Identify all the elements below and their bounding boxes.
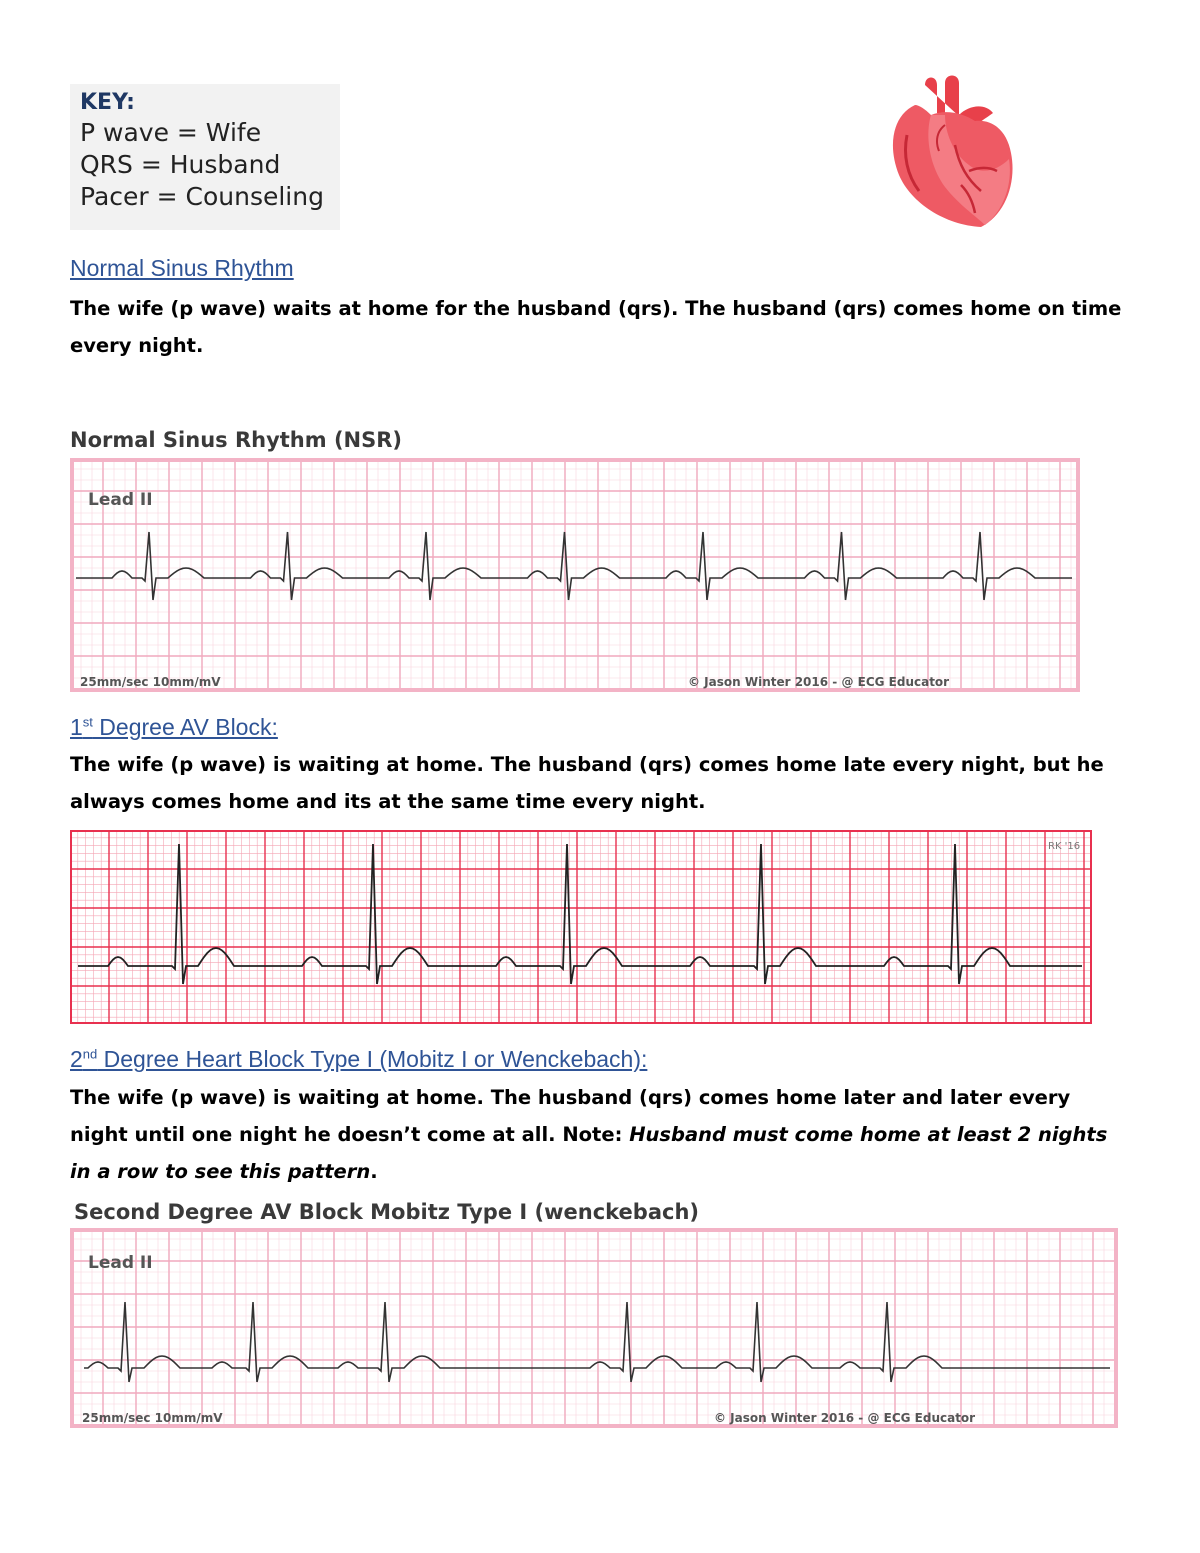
- heart-icon: [885, 75, 1020, 230]
- heading-sup: st: [82, 714, 93, 730]
- key-legend: [70, 84, 340, 230]
- key-line-p-wave: P wave = Wife: [80, 118, 262, 147]
- ecg-strip-first-degree: [70, 830, 1092, 1024]
- key-line-pacer: Pacer = Counseling: [80, 182, 324, 211]
- key-line-qrs: QRS = Husband: [80, 150, 281, 179]
- heading-sup: nd: [82, 1046, 98, 1062]
- paragraph-first-degree: The wife (p wave) is waiting at home. The husband (qrs) comes home late every night, but he always comes home and its at the same time every night.: [70, 753, 1104, 813]
- strip-title-nsr: Normal Sinus Rhythm (NSR): [70, 428, 403, 452]
- heading-first-degree-av-block: [70, 714, 278, 741]
- paragraph-italic: Husband must come home at least 2 nights in a row to see this pattern: [70, 1123, 1108, 1183]
- paragraph-plain: The wife (p wave) is waiting at home. The husband (qrs) comes home later and later every night until one night he doesn’t come at all. Note:: [70, 1086, 1071, 1146]
- strip-corner-label: RK '16: [1048, 841, 1081, 852]
- paragraph-nsr: The wife (p wave) waits at home for the husband (qrs). The husband (qrs) comes home on time every night.: [70, 297, 1122, 357]
- heading-second-degree-type-one: [70, 1046, 647, 1073]
- paragraph-end: .: [370, 1160, 378, 1183]
- heading-rest: Degree AV Block:: [92, 714, 278, 740]
- strip-footer-left-nsr: 25mm/sec 10mm/mV: [80, 675, 221, 689]
- strip-footer-left-wenckebach: 25mm/sec 10mm/mV: [82, 1411, 223, 1425]
- ecg-strip-wenckebach: [70, 1228, 1118, 1428]
- heading-normal-sinus-rhythm: Normal Sinus Rhythm: [70, 255, 294, 281]
- lead-label-wenckebach: Lead II: [88, 1253, 153, 1273]
- heading-num: 2: [70, 1046, 83, 1072]
- heading-num: 1: [70, 714, 83, 740]
- strip-footer-right-wenckebach: © Jason Winter 2016 - @ ECG Educator: [714, 1411, 976, 1425]
- ecg-strip-nsr: [70, 458, 1080, 692]
- heading-rest: Degree Heart Block Type I (Mobitz I or Wenckebach):: [97, 1046, 648, 1072]
- paragraph-second-degree: [70, 1079, 1130, 1190]
- strip-title-wenckebach: Second Degree AV Block Mobitz Type I (wenckebach): [74, 1200, 699, 1224]
- key-title: KEY:: [80, 90, 135, 115]
- lead-label-nsr: Lead II: [88, 490, 153, 510]
- strip-footer-right-nsr: © Jason Winter 2016 - @ ECG Educator: [688, 675, 950, 689]
